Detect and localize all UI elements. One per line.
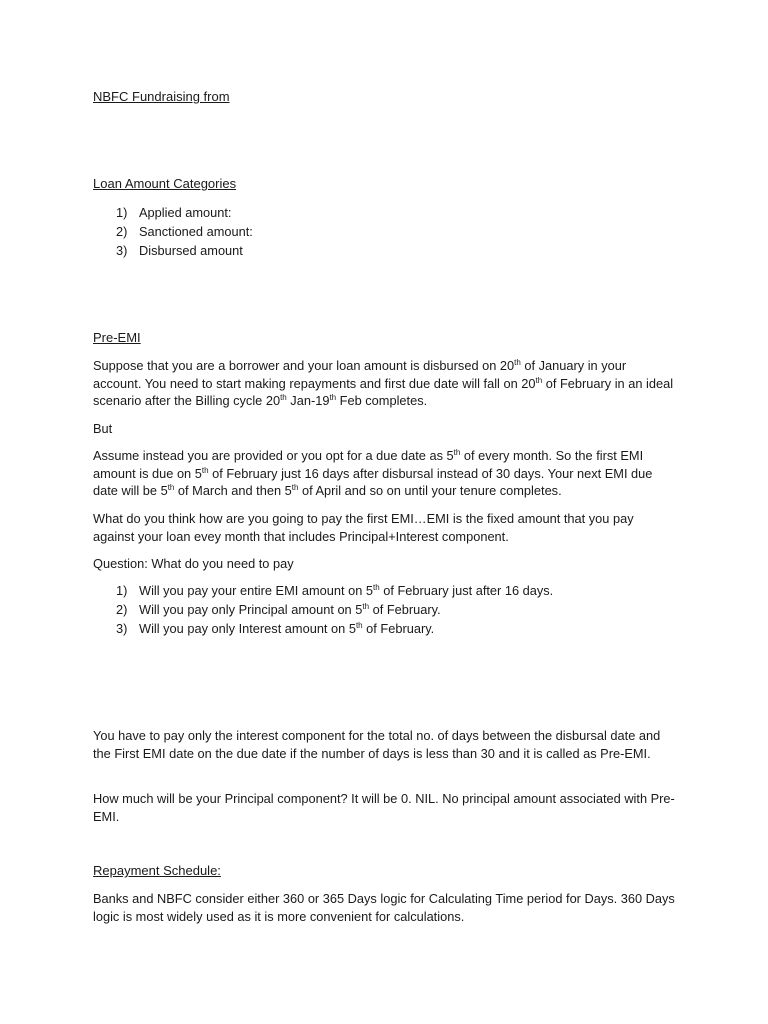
pre-emi-paragraph-3: What do you think how are you going to pay the first EMI…EMI is the fixed amount that you pay against your loan evey month that includes Principal+Interest component. [93,511,634,544]
question-paragraph: Question: What do you need to pay [93,556,294,571]
list-number: 3) [116,243,128,258]
list-number: 3) [116,621,128,636]
list-item-text: Sanctioned amount: [139,224,253,239]
pre-emi-paragraph-2: Assume instead you are provided or you opt for a due date as 5th of every month. So the first EMI amount is due on 5th of February just 16 days after disbursal instead of 30 days. Your next EMI due date will be 5th of March and then 5th of April and so on until your tenure completes. [93,448,653,498]
but-paragraph: But [93,421,113,436]
list-item: 3) Will you pay only Interest amount on 5th of February. [116,621,435,636]
list-number: 1) [116,205,128,220]
principal-paragraph: How much will be your Principal component? It will be 0. NIL. No principal amount associated with Pre-EMI. [93,791,675,824]
list-item [116,241,686,260]
list-item: 1) Will you pay your entire EMI amount on 5th of February just after 16 days. [116,583,554,598]
pre-emi-paragraph-1: Suppose that you are a borrower and your loan amount is disbursed on 20th of January in your account. You need to start making repayments and first due date will fall on 20th of February in an ideal scenario after the Billing cycle 20th Jan-19th Feb completes. [93,358,674,408]
answer-paragraph: You have to pay only the interest component for the total no. of days between the disbursal date and the First EMI date on the due date if the number of days is less than 30 and it is called as Pre-EMI. [93,728,661,761]
loan-categories-list [116,203,686,260]
list-item-text: Disbursed amount [139,243,243,258]
repayment-paragraph: Banks and NBFC consider either 360 or 365 Days logic for Calculating Time period for Days. 360 Days logic is most widely used as it is more convenient for calculations. [93,891,675,924]
list-item-text: Applied amount: [139,205,232,220]
list-number: 2) [116,602,128,617]
list-number: 2) [116,224,128,239]
list-number: 1) [116,583,128,598]
repayment-schedule-heading: Repayment Schedule: [93,863,221,878]
list-item: 2) Will you pay only Principal amount on 5th of February. [116,602,441,617]
list-item [116,222,686,241]
pre-emi-heading: Pre-EMI [93,330,141,345]
list-item [116,203,686,222]
loan-categories-heading: Loan Amount Categories [93,176,237,191]
questions-list [116,581,686,638]
document-title: NBFC Fundraising from [93,89,230,104]
